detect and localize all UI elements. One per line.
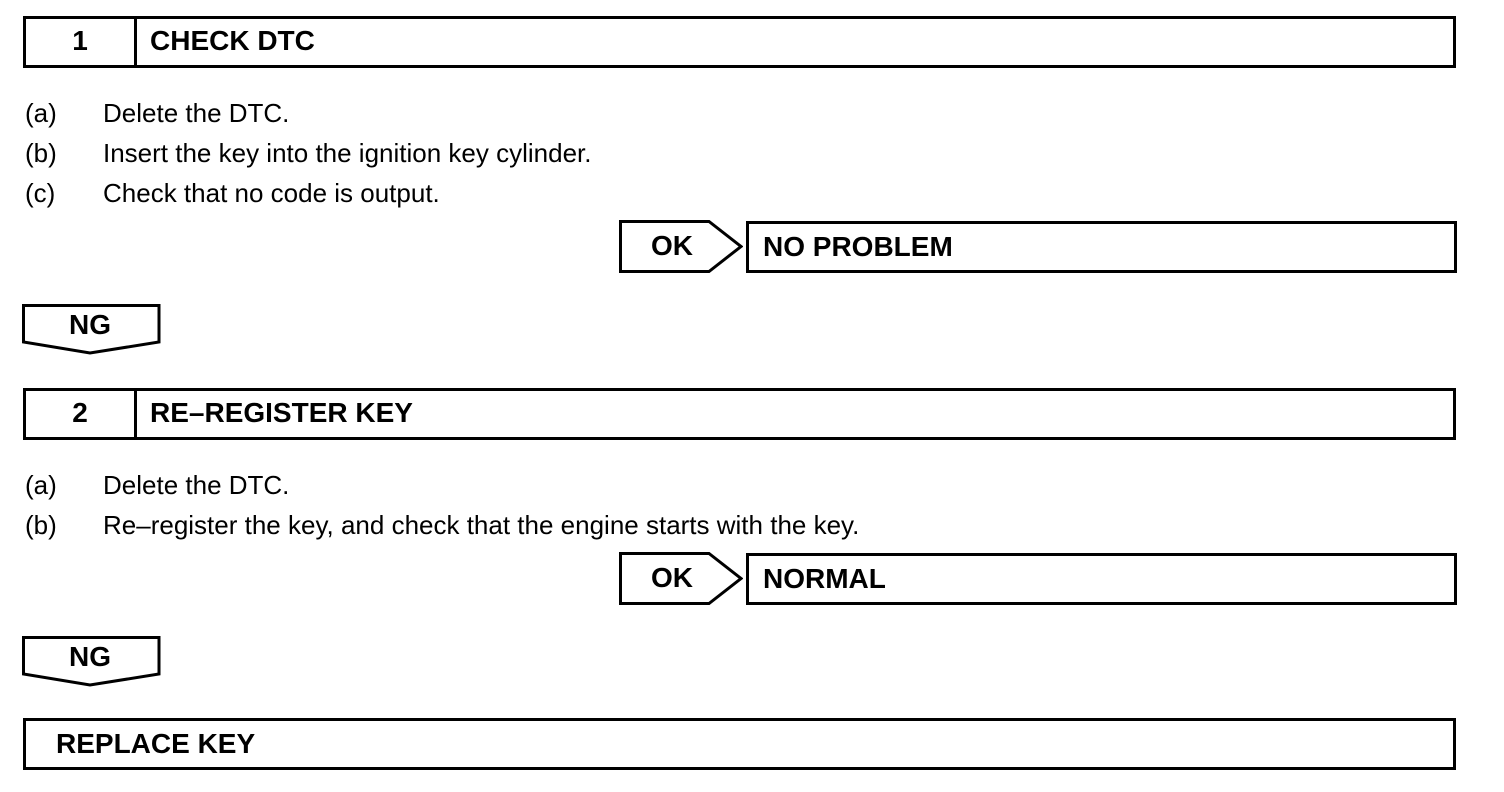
instruction-line (25, 505, 859, 545)
ok-arrow (619, 552, 743, 605)
ok-label: OK (651, 230, 693, 261)
instruction-letter: (c) (25, 178, 56, 208)
step-2-header (23, 388, 1456, 440)
ok-result-text: NORMAL (763, 563, 886, 594)
instruction-text: Delete the DTC. (103, 470, 290, 500)
step-title: CHECK DTC (150, 25, 315, 56)
instruction-line (25, 465, 859, 505)
step-number: 2 (26, 391, 137, 437)
ok-arrow (619, 220, 743, 273)
instruction-letter: (b) (25, 510, 57, 540)
step-2-instructions (25, 465, 859, 545)
ok-result-box (746, 221, 1457, 273)
step-number: 1 (26, 19, 137, 65)
ok-result-box (746, 553, 1457, 605)
instruction-line (25, 173, 592, 213)
step-1-header (23, 16, 1456, 68)
instruction-line (25, 93, 592, 133)
instruction-letter: (a) (25, 470, 57, 500)
ok-label: OK (651, 562, 693, 593)
step-1-instructions (25, 93, 592, 213)
ng-label: NG (69, 309, 111, 340)
instruction-text: Re–register the key, and check that the engine starts with the key. (103, 510, 860, 540)
instruction-text: Delete the DTC. (103, 98, 290, 128)
instruction-text: Insert the key into the ignition key cylinder. (103, 138, 592, 168)
ng-arrow (22, 636, 162, 688)
ng-label: NG (69, 641, 111, 672)
ok-result-text: NO PROBLEM (763, 231, 953, 262)
instruction-line (25, 133, 592, 173)
ng-arrow (22, 304, 162, 356)
final-action-box (23, 718, 1456, 770)
instruction-letter: (b) (25, 138, 57, 168)
instruction-letter: (a) (25, 98, 57, 128)
final-action-text: REPLACE KEY (56, 728, 256, 759)
instruction-text: Check that no code is output. (103, 178, 440, 208)
step-title: RE–REGISTER KEY (150, 397, 413, 428)
